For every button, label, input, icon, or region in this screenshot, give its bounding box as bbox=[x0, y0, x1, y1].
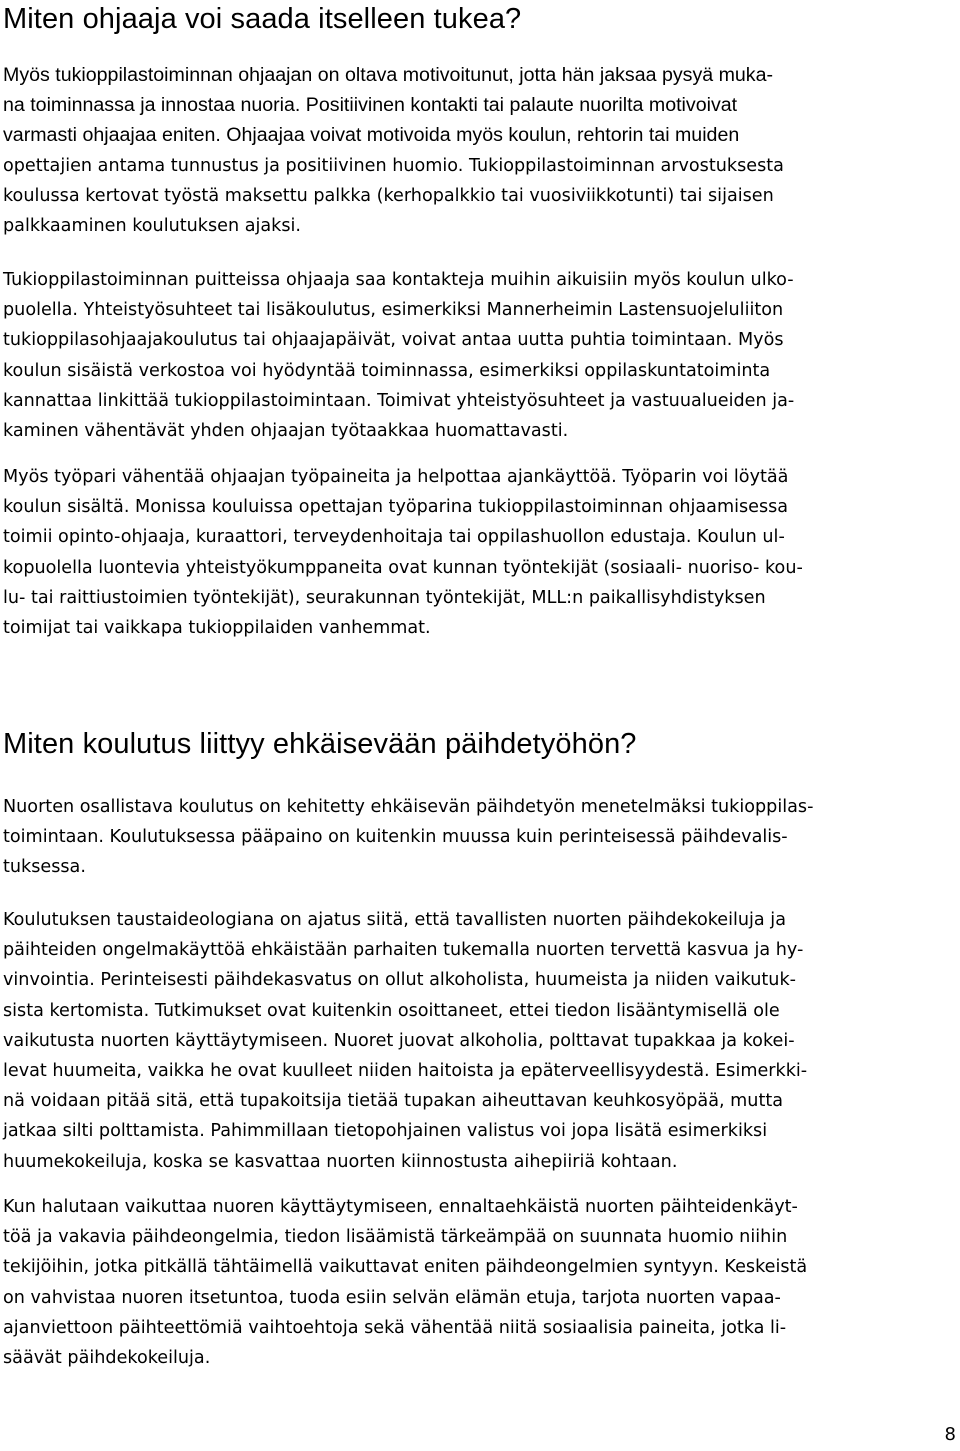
text-line: vinvointia. Perinteisesti päihdekasvatus on ollut alkoholista, huumeista ja niiden vaikutuk- bbox=[3, 970, 796, 991]
text-line: Nuorten osallistava koulutus on kehitetty ehkäisevän päihdetyön menetelmäksi tukioppilas- bbox=[3, 797, 814, 817]
text-line: on vahvistaa nuoren itsetuntoa, tuoda esiin selvän elämän etuja, tarjota nuorten vapaa- bbox=[3, 1287, 781, 1308]
text-line: kopuolella luontevia yhteistyökumppaneita ovat kunnan työntekijät (sosiaali- nuoriso- kou- bbox=[3, 557, 803, 578]
text-line: sista kertomista. Tutkimukset ovat kuitenkin osoittaneet, ettei tiedon lisääntymisellä ole bbox=[3, 1000, 780, 1021]
text-line: tukioppilasohjaajakoulutus tai ohjaajapäivät, voivat antaa uutta puhtia toimintaan. Myös bbox=[3, 330, 784, 351]
text-line: lu- tai raittiustoimien työntekijät), seurakunnan työntekijät, MLL:n paikallisyhdistyksen bbox=[3, 587, 766, 608]
paragraph-contacts bbox=[3, 265, 958, 446]
text-line: varmasti ohjaajaa eniten. Ohjaajaa voivat motivoida myös koulun, rehtorin tai muiden bbox=[3, 124, 740, 147]
text-line: Tukioppilastoiminnan puitteissa ohjaaja saa kontakteja muihin aikuisiin myös koulun ulko- bbox=[3, 270, 794, 290]
text-line: Myös tukioppilastoiminnan ohjaajan on oltava motivoitunut, jotta hän jaksaa pysyä muka- bbox=[3, 64, 774, 86]
text-line: jatkaa silti polttamista. Pahimmillaan tietopohjainen valistus voi jopa lisätä esimerkiksi bbox=[3, 1121, 768, 1142]
paragraph-work-pair bbox=[3, 462, 958, 643]
text-line: puolella. Yhteistyösuhteet tai lisäkoulutus, esimerkiksi Mannerheimin Lastensuojeluliiton bbox=[3, 300, 784, 321]
text-line: toimintaan. Koulutuksessa pääpaino on kuitenkin muussa kuin perinteisessä päihdevalis- bbox=[3, 827, 788, 848]
text-line: tuksessa. bbox=[3, 857, 86, 878]
text-line: Kun halutaan vaikuttaa nuoren käyttäytymiseen, ennaltaehkäistä nuorten päihteidenkäyt- bbox=[3, 1197, 798, 1217]
paragraph-ideology bbox=[3, 905, 958, 1177]
text-line: levat huumeita, vaikka he ovat kuulleet niiden haitoista ja epäterveellisyydestä. Esimerkki- bbox=[3, 1060, 808, 1081]
paragraph-motivation bbox=[3, 60, 958, 241]
text-line: kaminen vähentävät yhden ohjaajan työtaakkaa huomattavasti. bbox=[3, 420, 569, 441]
section-heading-support: Miten ohjaaja voi saada itselleen tukea? bbox=[3, 3, 522, 35]
text-line: koulussa kertovat työstä maksettu palkka (kerhopalkkio tai vuosiviikkotunti) tai sijaisen bbox=[3, 185, 774, 206]
text-line: vaikutusta nuorten käyttäytymiseen. Nuoret juovat alkoholia, polttavat tupakkaa ja kokei- bbox=[3, 1030, 795, 1051]
text-line: töä ja vakavia päihdeongelmia, tiedon lisäämistä tärkeämpää on suunnata huomio niihin bbox=[3, 1227, 788, 1248]
text-line: Myös työpari vähentää ohjaajan työpaineita ja helpottaa ajankäyttöä. Työparin voi löytää bbox=[3, 467, 789, 487]
text-line: koulun sisältä. Monissa kouluissa opettajan työparina tukioppilastoiminnan ohjaamisessa bbox=[3, 497, 789, 518]
text-line: tekijöihin, jotka pitkällä tähtäimellä vaikuttavat eniten päihdeongelmien syntyyn. Keskeistä bbox=[3, 1257, 808, 1278]
section-heading-training: Miten koulutus liittyy ehkäisevään päihdetyöhön? bbox=[3, 728, 637, 760]
page-number: 8 bbox=[944, 1424, 956, 1445]
text-line: nä voidaan pitää sitä, että tupakoitsija tietää tupakan aiheuttavan keuhkosyöpää, mutta bbox=[3, 1091, 784, 1112]
text-line: toimii opinto-ohjaaja, kuraattori, terveydenhoitaja tai oppilashuollon edustaja. Koulun ul- bbox=[3, 527, 785, 548]
paragraph-participatory-training bbox=[3, 792, 958, 883]
text-line: opettajien antama tunnustus ja positiivinen huomio. Tukioppilastoiminnan arvostuksesta bbox=[3, 155, 784, 176]
text-line: palkkaaminen koulutuksen ajaksi. bbox=[3, 215, 301, 236]
text-line: toimijat tai vaikkapa tukioppilaiden vanhemmat. bbox=[3, 617, 431, 638]
paragraph-behaviour bbox=[3, 1192, 958, 1373]
text-line: huumekokeiluja, koska se kasvattaa nuorten kiinnostusta aihepiiriä kohtaan. bbox=[3, 1151, 678, 1172]
text-line: säävät päihdekokeiluja. bbox=[3, 1347, 211, 1368]
text-line: päihteiden ongelmakäyttöä ehkäistään parhaiten tukemalla nuorten tervettä kasvua ja hy- bbox=[3, 940, 804, 961]
text-line: na toiminnassa ja innostaa nuoria. Positiivinen kontakti tai palaute nuorilta motivoivat bbox=[3, 94, 738, 117]
text-line: ajanviettoon päihteettömiä vaihtoehtoja sekä vähentää niitä sosiaalisia paineita, jotka li- bbox=[3, 1317, 787, 1338]
text-line: kannattaa linkittää tukioppilastoimintaan. Toimivat yhteistyösuhteet ja vastuualueiden ja- bbox=[3, 390, 795, 411]
text-line: Koulutuksen taustaideologiana on ajatus siitä, että tavallisten nuorten päihdekokeiluja ja bbox=[3, 910, 786, 930]
text-line: koulun sisäistä verkostoa voi hyödyntää toiminnassa, esimerkiksi oppilaskuntatoiminta bbox=[3, 360, 771, 381]
